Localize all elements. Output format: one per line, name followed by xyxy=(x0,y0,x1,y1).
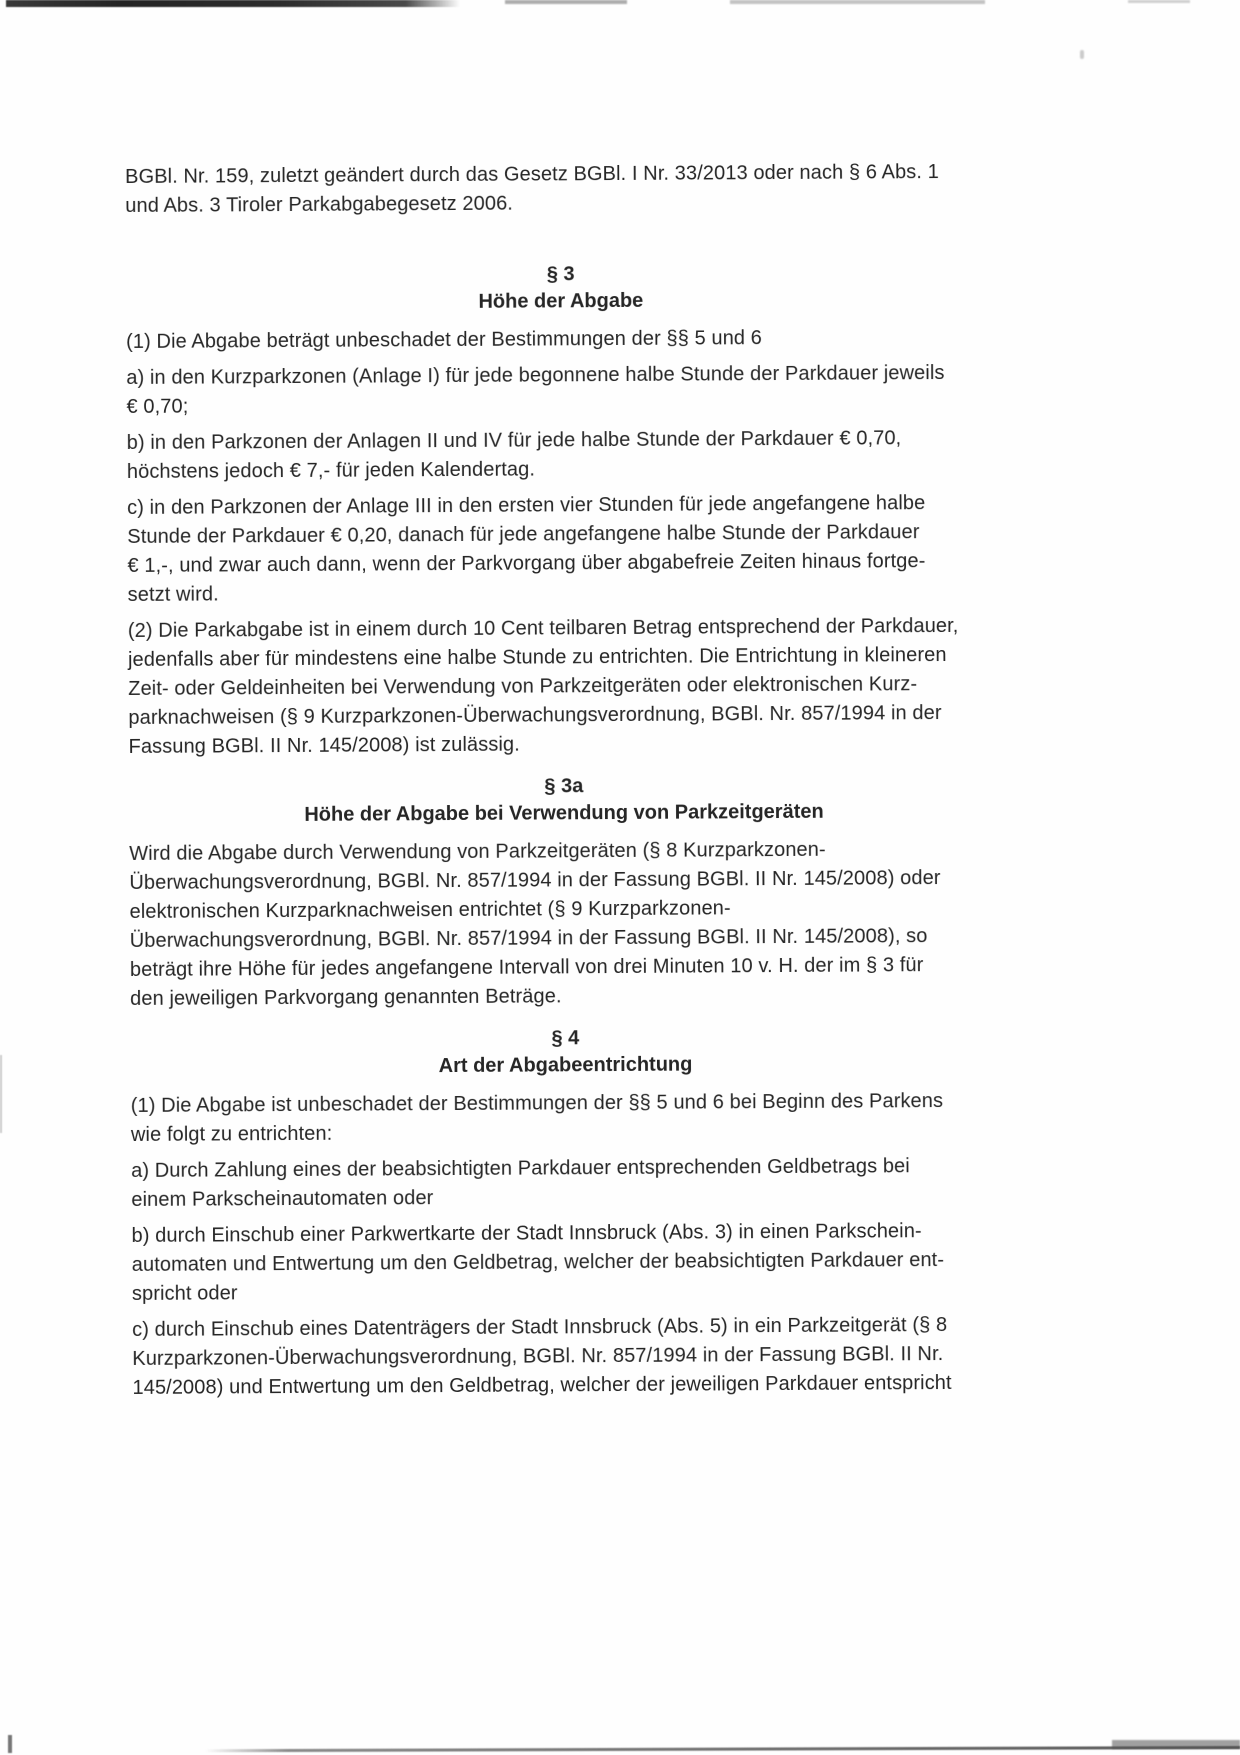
section-heading-3a xyxy=(129,771,999,830)
scan-artifact-speck xyxy=(1080,50,1084,59)
section-title: Art der Abgabeentrichtung xyxy=(438,1053,693,1078)
section-number: § 4 xyxy=(551,1027,580,1050)
paragraph-3-a: a) in den Kurzparkzonen (Anlage I) für jede begonnene halbe Stunde der Parkdauer jeweils € 0,70; xyxy=(126,361,945,418)
paragraph-3-b: b) in den Parkzonen der Anlagen II und IV für jede halbe Stunde der Parkdauer € 0,70, höchstens jedoch € 7,- für jeden Kalendertag. xyxy=(126,427,902,483)
scan-artifact-bottom-bar-right xyxy=(1112,1740,1240,1749)
section-title: Höhe der Abgabe xyxy=(478,289,644,313)
section-number: § 3 xyxy=(546,263,575,286)
paragraph-3a-body: Wird die Abgabe durch Verwendung von Parkzeitgeräten (§ 8 Kurzparkzonen- Überwachungsverordnung, BGBl. Nr. 857/1994 in der Fassung BGBl. II Nr. 145/2008) oder elektronischen Kurzparknachweisen entrichtet (§ 9 Kurzparkzonen- Überwachungsverordnung, BGBl. Nr. 857/1994 in der Fassung BGBl. II Nr. 145/2008), so beträgt ihre Höhe für jedes angefangene Intervall von drei Minuten 10 v. H. der im § 3 für den jeweiligen Parkvorgang genannten Beträge. xyxy=(129,838,941,1010)
section-heading-4 xyxy=(130,1023,1000,1082)
section-heading-3 xyxy=(126,259,996,318)
scan-artifact-left-edge-line xyxy=(0,1055,2,1133)
paragraph-4-b: b) durch Einschub einer Parkwertkarte der Stadt Innsbruck (Abs. 3) in einen Parkschein- automaten und Entwertung um den Geldbetrag, welcher der beabsichtigten Parkdauer ent- spricht oder xyxy=(131,1220,945,1305)
paragraph-3-1: (1) Die Abgabe beträgt unbeschadet der Bestimmungen der §§ 5 und 6 xyxy=(126,327,763,353)
paragraph-3-2: (2) Die Parkabgabe ist in einem durch 10 Cent teilbaren Betrag entsprechend der Parkdauer, jedenfalls aber für mindestens eine halbe Stunde zu entrichten. Die Entrichtung in kleineren Zeit- oder Geldeinheiten bei Verwendung von Parkzeitgeräten oder elektronischen Kurz- parknachweisen (§ 9 Kurzparkzonen-Überwachungsverordnung, BGBl. Nr. 857/1994 in der Fassung BGBl. II Nr. 145/2008) ist zulässig. xyxy=(127,614,959,758)
document-content xyxy=(125,157,1173,1410)
paragraph-3-c: c) in den Parkzonen der Anlage III in den ersten vier Stunden für jede angefangene halbe Stunde der Parkdauer € 0,20, danach für jede angefangene halbe Stunde der Parkdauer € 1,-, und zwar auch dann, wenn der Parkvorgang über abgabefreie Zeiten hinaus fortge- setzt wird. xyxy=(127,492,926,606)
scan-artifact-top-bar-left xyxy=(6,0,460,7)
scan-artifact-top-bar-right xyxy=(730,0,985,4)
paragraph-4-c: c) durch Einschub eines Datenträgers der Stadt Innsbruck (Abs. 5) in ein Parkzeitgerät (§ 8 Kurzparkzonen-Überwachungsverordnung, BGBl. Nr. 857/1994 in der Fassung BGBl. II Nr. 145/2008) und Entwertung um den Geldbetrag, welcher der jeweiligen Parkdauer entspricht xyxy=(132,1313,952,1399)
scan-artifact-bottom-line xyxy=(205,1746,1240,1752)
scan-artifact-top-bar-far-right xyxy=(1128,0,1190,3)
intro-paragraph: BGBl. Nr. 159, zuletzt geändert durch das Gesetz BGBl. I Nr. 33/2013 oder nach § 6 Abs. 1 und Abs. 3 Tiroler Parkabgabegesetz 2006. xyxy=(125,161,939,217)
section-title: Höhe der Abgabe bei Verwendung von Parkzeitgeräten xyxy=(304,800,824,826)
section-number: § 3a xyxy=(544,775,584,798)
scan-artifact-bottom-left-tick xyxy=(8,1735,12,1753)
scan-artifact-top-bar-mid xyxy=(505,0,627,4)
paragraph-4-1: (1) Die Abgabe ist unbeschadet der Bestimmungen der §§ 5 und 6 bei Beginn des Parkens wie folgt zu entrichten: xyxy=(130,1090,944,1146)
paragraph-4-a: a) Durch Zahlung eines der beabsichtigten Parkdauer entsprechenden Geldbetrags bei einem Parkscheinautomaten oder xyxy=(131,1155,910,1211)
